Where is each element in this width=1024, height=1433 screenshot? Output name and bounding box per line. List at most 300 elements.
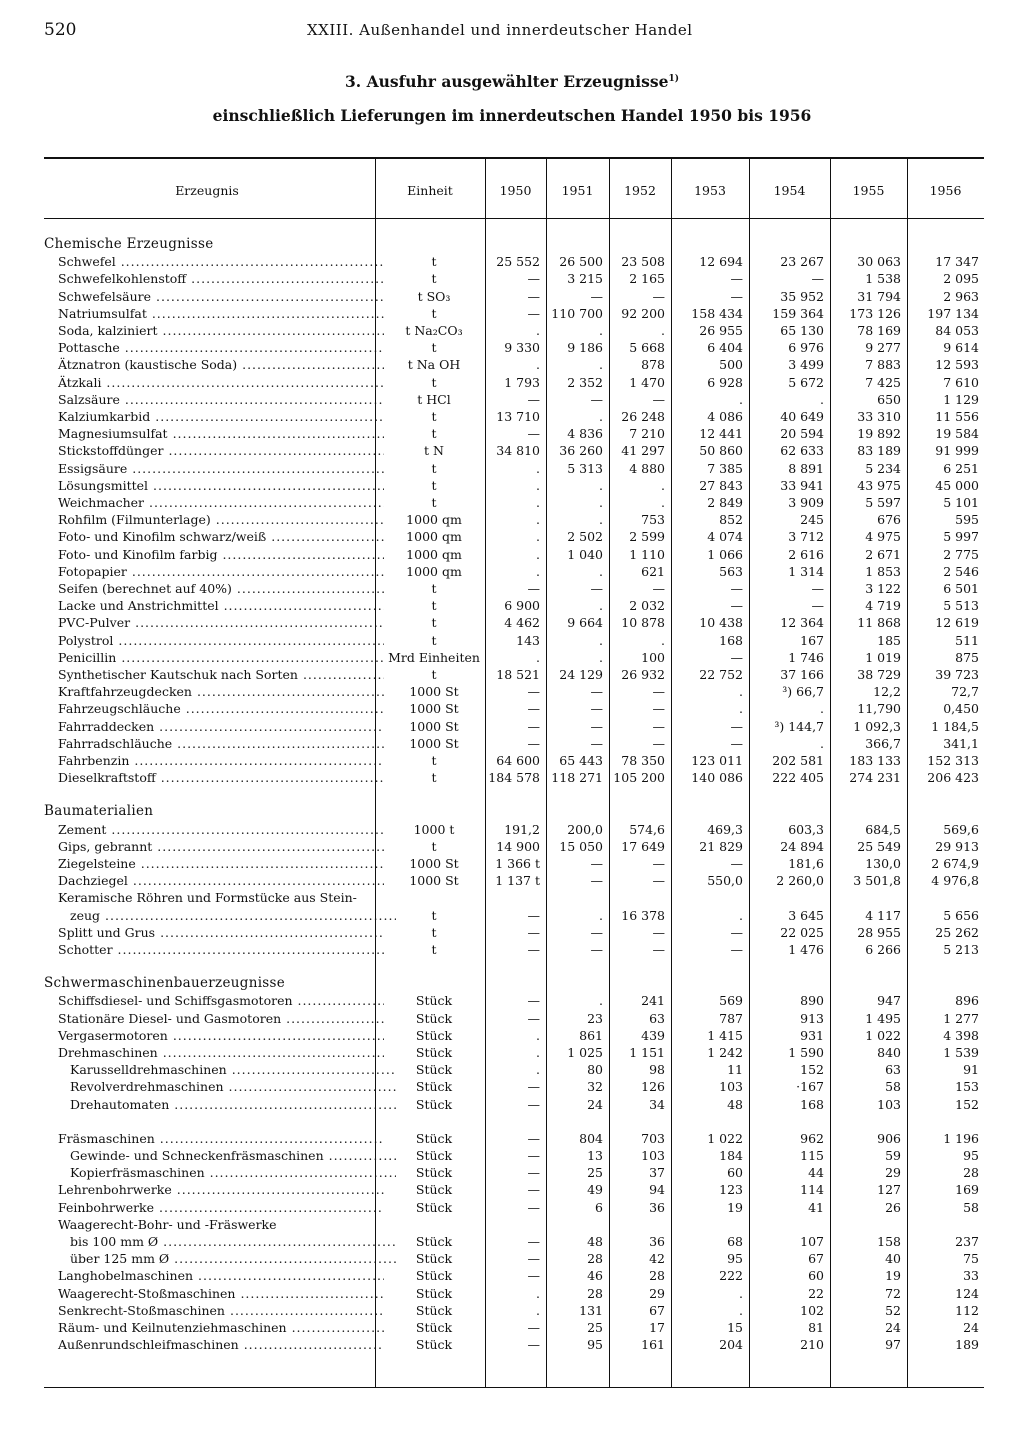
row-value: 140 086 (691, 770, 743, 786)
table-row (44, 1199, 984, 1216)
row-value: 158 (877, 1234, 901, 1249)
row-value: 17 (649, 1320, 665, 1335)
row-value: 206 423 (927, 770, 979, 786)
row-value: . (536, 495, 540, 510)
row-label: Foto- und Kinofilm farbig ..... (44, 546, 384, 563)
row-label: Gips, gebrannt ..... (44, 838, 384, 855)
row-label: Penicillin ..... (44, 649, 384, 666)
row-value: 500 (719, 357, 743, 373)
row-label: Karusselldrehmaschinen ..... (44, 1061, 396, 1078)
row-value: — (527, 1268, 540, 1284)
row-value: 3 215 (567, 271, 603, 287)
running-header: XXIII. Außenhandel und innerdeutscher Handel (307, 21, 693, 39)
row-value: 11,790 (857, 701, 901, 717)
row-value: 168 (719, 632, 743, 648)
row-value: 80 (587, 1062, 603, 1078)
row-unit: Stück (415, 1130, 453, 1146)
row-value: 181,6 (788, 856, 824, 871)
row-value: 4 462 (504, 615, 540, 631)
row-value: 1 538 (865, 271, 901, 287)
row-label: Dachziegel ..... (44, 872, 384, 889)
row-value: 1 196 (943, 1130, 979, 1146)
row-value: 24 (963, 1320, 979, 1335)
row-value: — (590, 924, 603, 940)
row-unit: t (431, 667, 437, 682)
row-value: — (590, 701, 603, 717)
row-value: 12,2 (873, 684, 901, 700)
row-value: 5 313 (567, 460, 603, 476)
export-table (44, 157, 984, 1387)
column-header-year: 1951 (561, 183, 594, 198)
table-row (44, 718, 984, 735)
table-row (44, 889, 984, 906)
row-value: 13 710 (496, 409, 540, 424)
row-value: 595 (955, 512, 979, 528)
row-value: 563 (719, 563, 743, 579)
row-label: bis 100 mm Ø ..... (44, 1233, 396, 1250)
row-value: 7 610 (943, 374, 979, 390)
table-row (44, 1336, 984, 1353)
row-value: 890 (800, 993, 824, 1009)
row-value: — (527, 1182, 540, 1198)
section-heading (44, 803, 984, 820)
row-value: 40 649 (780, 409, 824, 424)
row-label: Fräsmaschinen ..... (44, 1130, 384, 1147)
row-value: 158 434 (691, 305, 743, 321)
row-value: 94 (649, 1182, 665, 1198)
row-value: . (536, 1027, 540, 1043)
row-value: 22 025 (780, 924, 824, 940)
row-value: 1 242 (707, 1045, 743, 1060)
row-value: — (527, 581, 540, 596)
row-value: — (527, 271, 540, 287)
row-unit: Stück (415, 993, 453, 1009)
row-value: — (811, 598, 824, 614)
row-label: Fahrraddecken ..... (44, 718, 384, 735)
row-value: 1 366 t (495, 856, 540, 871)
row-value: 16 378 (621, 907, 665, 923)
row-value: 152 (955, 1096, 979, 1112)
row-unit: t (431, 942, 437, 957)
row-value: 574,6 (629, 821, 665, 837)
row-unit: t (431, 581, 437, 596)
row-value: 152 313 (927, 753, 979, 768)
row-value: 28 (587, 1251, 603, 1267)
table-row (44, 511, 984, 528)
row-value: 95 (587, 1337, 603, 1353)
row-value: 84 053 (935, 323, 979, 338)
row-value: 202 581 (772, 753, 824, 768)
row-value: — (527, 718, 540, 734)
section-heading (44, 236, 984, 253)
row-label: Vergasermotoren ..... (44, 1027, 384, 1044)
row-value: 2 260,0 (776, 873, 824, 889)
table-row (44, 1250, 984, 1267)
row-value: 1 137 t (495, 873, 540, 889)
row-value: . (739, 701, 743, 717)
row-label: Foto- und Kinofilm schwarz/weiß ..... (44, 528, 384, 545)
row-value: 23 (587, 1010, 603, 1026)
row-value: 28 (963, 1165, 979, 1181)
row-label: Fahrzeugschläuche ..... (44, 700, 384, 717)
row-value: . (536, 1285, 540, 1301)
row-value: 684,5 (865, 821, 901, 837)
row-unit: t (431, 409, 437, 424)
row-value: 185 (877, 632, 901, 648)
row-unit: Stück (415, 1199, 453, 1215)
row-label: Dieselkraftstoff ..... (44, 769, 384, 786)
row-value: 2 616 (788, 546, 824, 562)
table-row (44, 528, 984, 545)
row-value: 97 (885, 1337, 901, 1353)
table-row (44, 666, 984, 683)
row-value: 9 614 (943, 340, 979, 356)
row-label: Stationäre Diesel- und Gasmotoren ..... (44, 1010, 384, 1027)
row-value: 159 364 (772, 305, 824, 321)
row-value: — (652, 288, 665, 304)
row-unit: Stück (415, 1045, 453, 1060)
row-unit: 1000 t (413, 821, 455, 837)
column-header-unit: Einheit (407, 183, 453, 198)
row-unit: t (431, 305, 437, 321)
row-value: 78 169 (857, 323, 901, 338)
row-value: 123 (719, 1182, 743, 1198)
row-value: . (599, 993, 603, 1009)
row-value: — (590, 856, 603, 871)
section-title: Schwermaschinenbauerzeugnisse (44, 975, 286, 992)
row-value: — (527, 426, 540, 442)
row-value: 2 032 (629, 598, 665, 614)
row-value: 12 593 (935, 357, 979, 373)
row-value: 189 (955, 1337, 979, 1353)
row-value: 184 578 (488, 770, 540, 786)
row-unit: Stück (415, 1302, 453, 1318)
row-unit: Stück (415, 1337, 453, 1353)
row-label: Senkrecht-Stoßmaschinen ..... (44, 1302, 384, 1319)
row-value: 1 415 (707, 1027, 743, 1043)
row-value: — (652, 581, 665, 596)
row-unit: 1000 qm (406, 563, 462, 579)
row-label: zeug ..... (44, 907, 396, 924)
row-value: 676 (877, 512, 901, 528)
row-value: . (661, 477, 665, 493)
title-footnote-ref: 1) (668, 73, 679, 84)
row-value: — (590, 735, 603, 751)
row-label: Synthetischer Kautschuk nach Sorten ..... (44, 666, 384, 683)
row-value: 9 186 (567, 340, 603, 356)
row-label: Stickstoffdünger ..... (44, 442, 384, 459)
row-value: . (739, 907, 743, 923)
row-value: 1 853 (865, 563, 901, 579)
row-unit: 1000 St (409, 873, 459, 889)
table-title (0, 72, 1024, 91)
row-value: 22 (808, 1285, 824, 1301)
row-value: 12 694 (699, 254, 743, 270)
row-value: 35 952 (780, 288, 824, 304)
row-value: . (599, 632, 603, 648)
row-value: . (599, 563, 603, 579)
row-unit: Stück (415, 1251, 453, 1267)
row-unit: 1000 qm (406, 529, 462, 545)
row-value: . (739, 391, 743, 407)
table-row (44, 356, 984, 373)
row-value: 804 (579, 1130, 603, 1146)
row-value: 59 (885, 1148, 901, 1163)
column-header-year: 1954 (773, 183, 806, 198)
row-value: — (652, 684, 665, 700)
row-value: 787 (719, 1010, 743, 1026)
row-value: . (599, 409, 603, 424)
row-value: 23 267 (780, 254, 824, 270)
row-value: 906 (877, 1130, 901, 1146)
row-value: 12 364 (780, 615, 824, 631)
row-value: 43 975 (857, 477, 901, 493)
row-value: 41 (808, 1199, 824, 1215)
row-unit: t (431, 340, 437, 356)
row-value: . (599, 649, 603, 665)
row-unit: 1000 St (409, 735, 459, 751)
row-value: 110 700 (551, 305, 603, 321)
row-value: 1 539 (943, 1045, 979, 1060)
table-subtitle: einschließlich Lieferungen im innerdeutschen Handel 1950 bis 1956 (212, 106, 812, 125)
row-value: 130,0 (865, 856, 901, 871)
row-value: 9 330 (504, 340, 540, 356)
row-value: . (536, 649, 540, 665)
table-row (44, 305, 984, 322)
page-number: 520 (44, 20, 77, 40)
row-value: . (536, 323, 540, 338)
row-value: 26 500 (559, 254, 603, 270)
row-value: 91 (963, 1062, 979, 1078)
row-label: Schiffsdiesel- und Schiffsgasmotoren ..... (44, 992, 384, 1009)
row-value: 3 122 (865, 581, 901, 596)
row-value: 63 (885, 1062, 901, 1078)
row-unit: t N (424, 443, 444, 459)
table-row (44, 1181, 984, 1198)
row-value: 5 672 (788, 374, 824, 390)
table-row (44, 580, 984, 597)
row-value: — (527, 1079, 540, 1095)
row-value: 169 (955, 1182, 979, 1198)
row-value: 41 297 (621, 443, 665, 459)
row-value: 19 584 (935, 426, 979, 442)
row-unit: t SO₃ (417, 288, 451, 304)
row-value: 1 184,5 (931, 718, 979, 734)
row-value: 2 095 (943, 271, 979, 287)
row-value: 105 200 (613, 770, 665, 786)
row-value: 39 723 (935, 667, 979, 682)
row-value: 118 271 (551, 770, 603, 786)
row-value: 37 (649, 1165, 665, 1181)
row-value: 7 425 (865, 374, 901, 390)
row-unit: Mrd Einheiten (388, 649, 480, 665)
table-row (44, 700, 984, 717)
table-row (44, 941, 984, 958)
table-row (44, 1061, 984, 1078)
row-value: 1 746 (788, 649, 824, 665)
row-value: 1 129 (943, 391, 979, 407)
row-label: Kalziumkarbid ..... (44, 408, 384, 425)
row-value: 11 868 (857, 615, 901, 631)
row-label: Lehrenbohrwerke ..... (44, 1181, 384, 1198)
column-header-year: 1953 (694, 183, 726, 198)
row-value: 63 (649, 1010, 665, 1026)
row-label: Magnesiumsulfat ..... (44, 425, 384, 442)
row-value: 21 829 (699, 838, 743, 854)
row-value: 44 (808, 1165, 824, 1181)
section-heading (44, 975, 984, 992)
row-value: 703 (641, 1130, 665, 1146)
row-value: 10 438 (699, 615, 743, 631)
table-row (44, 1078, 984, 1095)
row-value: 4 976,8 (931, 873, 979, 889)
table-row (44, 322, 984, 339)
row-value: 60 (808, 1268, 824, 1284)
row-label: Essigsäure ..... (44, 460, 384, 477)
row-value: 115 (800, 1148, 824, 1163)
row-unit: t (431, 924, 437, 940)
row-value: 24 129 (559, 667, 603, 682)
table-row (44, 907, 984, 924)
row-value: — (527, 1199, 540, 1215)
table-row (44, 1233, 984, 1250)
row-value: 1 314 (788, 563, 824, 579)
row-unit: t (431, 753, 437, 768)
row-value: 91 999 (935, 443, 979, 459)
row-value: 204 (719, 1337, 743, 1353)
row-value: 98 (649, 1062, 665, 1078)
row-value: 6 900 (504, 598, 540, 614)
row-value: 5 597 (865, 495, 901, 510)
row-value: . (661, 495, 665, 510)
row-value: 42 (649, 1251, 665, 1267)
row-value: 24 (587, 1096, 603, 1112)
section-title: Chemische Erzeugnisse (44, 236, 214, 252)
row-value: 18 521 (496, 667, 540, 682)
row-value: . (599, 598, 603, 614)
row-label: Seifen (berechnet auf 40%) ..... (44, 580, 384, 597)
table-row (44, 1285, 984, 1302)
table-row (44, 408, 984, 425)
row-value: 3 712 (788, 529, 824, 545)
row-value: 48 (727, 1096, 743, 1112)
row-value: — (527, 288, 540, 304)
row-value: . (599, 357, 603, 373)
row-value: 11 (727, 1062, 743, 1078)
table-row (44, 1010, 984, 1027)
row-value: 83 189 (857, 443, 901, 459)
row-value: 50 860 (699, 443, 743, 459)
row-value: 168 (800, 1096, 824, 1112)
table-row (44, 1147, 984, 1164)
row-label: Rohfilm (Filmunterlage) ..... (44, 511, 384, 528)
row-value: — (730, 271, 743, 287)
table-row (44, 614, 984, 631)
row-value: — (527, 1320, 540, 1335)
row-value: 200,0 (567, 821, 603, 837)
row-value: — (527, 942, 540, 957)
row-value: — (730, 718, 743, 734)
row-value: 245 (800, 512, 824, 528)
column-header-year: 1952 (624, 183, 656, 198)
row-value: 131 (579, 1302, 603, 1318)
row-value: 95 (963, 1148, 979, 1163)
row-unit: 1000 qm (406, 512, 462, 528)
table-row (44, 872, 984, 889)
row-unit: t (431, 838, 437, 854)
row-unit: t Na OH (407, 357, 461, 373)
row-value: 27 843 (699, 477, 743, 493)
row-label: Pottasche ..... (44, 339, 384, 356)
row-value: . (536, 357, 540, 373)
row-value: . (739, 1285, 743, 1301)
row-value: — (730, 598, 743, 614)
table-row (44, 1302, 984, 1319)
row-unit: t (431, 615, 437, 631)
row-label: Feinbohrwerke ..... (44, 1199, 384, 1216)
table-title-text: 3. Ausfuhr ausgewählter Erzeugnisse (345, 72, 669, 91)
row-value: 569,6 (943, 821, 979, 837)
row-label: Revolverdrehmaschinen ..... (44, 1078, 396, 1095)
row-value: 341,1 (943, 735, 979, 751)
row-value: 913 (800, 1010, 824, 1026)
row-value: 15 050 (559, 838, 603, 854)
row-value: 962 (800, 1130, 824, 1146)
row-value: 222 (719, 1268, 743, 1284)
row-value: 33 310 (857, 409, 901, 424)
row-value: 36 260 (559, 443, 603, 459)
row-value: . (820, 735, 824, 751)
row-value: 33 (963, 1268, 979, 1284)
row-value: — (527, 993, 540, 1009)
row-value: . (536, 512, 540, 528)
row-value: 550,0 (707, 873, 743, 889)
row-value: 25 262 (935, 924, 979, 940)
row-unit: Stück (415, 1062, 453, 1078)
row-value: . (536, 546, 540, 562)
row-value: — (527, 1234, 540, 1249)
row-value: — (652, 735, 665, 751)
table-row (44, 924, 984, 941)
row-value: 2 546 (943, 563, 979, 579)
row-value: 621 (641, 563, 665, 579)
row-value: — (652, 701, 665, 717)
row-unit: 1000 St (409, 856, 459, 871)
row-value: 469,3 (707, 821, 743, 837)
row-unit: Stück (415, 1320, 453, 1335)
row-label: Zement ..... (44, 821, 384, 838)
row-value: . (599, 477, 603, 493)
table-row (44, 563, 984, 580)
row-value: — (527, 1010, 540, 1026)
row-value: 1 040 (567, 546, 603, 562)
row-value: 5 234 (865, 460, 901, 476)
row-value: 13 (587, 1148, 603, 1163)
row-unit: t (431, 477, 437, 493)
row-value: 167 (800, 632, 824, 648)
row-value: — (527, 1096, 540, 1112)
row-value: . (536, 1045, 540, 1060)
row-value: 34 810 (496, 443, 540, 459)
row-value: 1 476 (788, 942, 824, 957)
row-value: 1 151 (629, 1045, 665, 1060)
row-value: . (739, 684, 743, 700)
row-value: 7 210 (629, 426, 665, 442)
row-value: . (820, 391, 824, 407)
row-value: 28 (649, 1268, 665, 1284)
table-row (44, 374, 984, 391)
row-value: 9 277 (865, 340, 901, 356)
